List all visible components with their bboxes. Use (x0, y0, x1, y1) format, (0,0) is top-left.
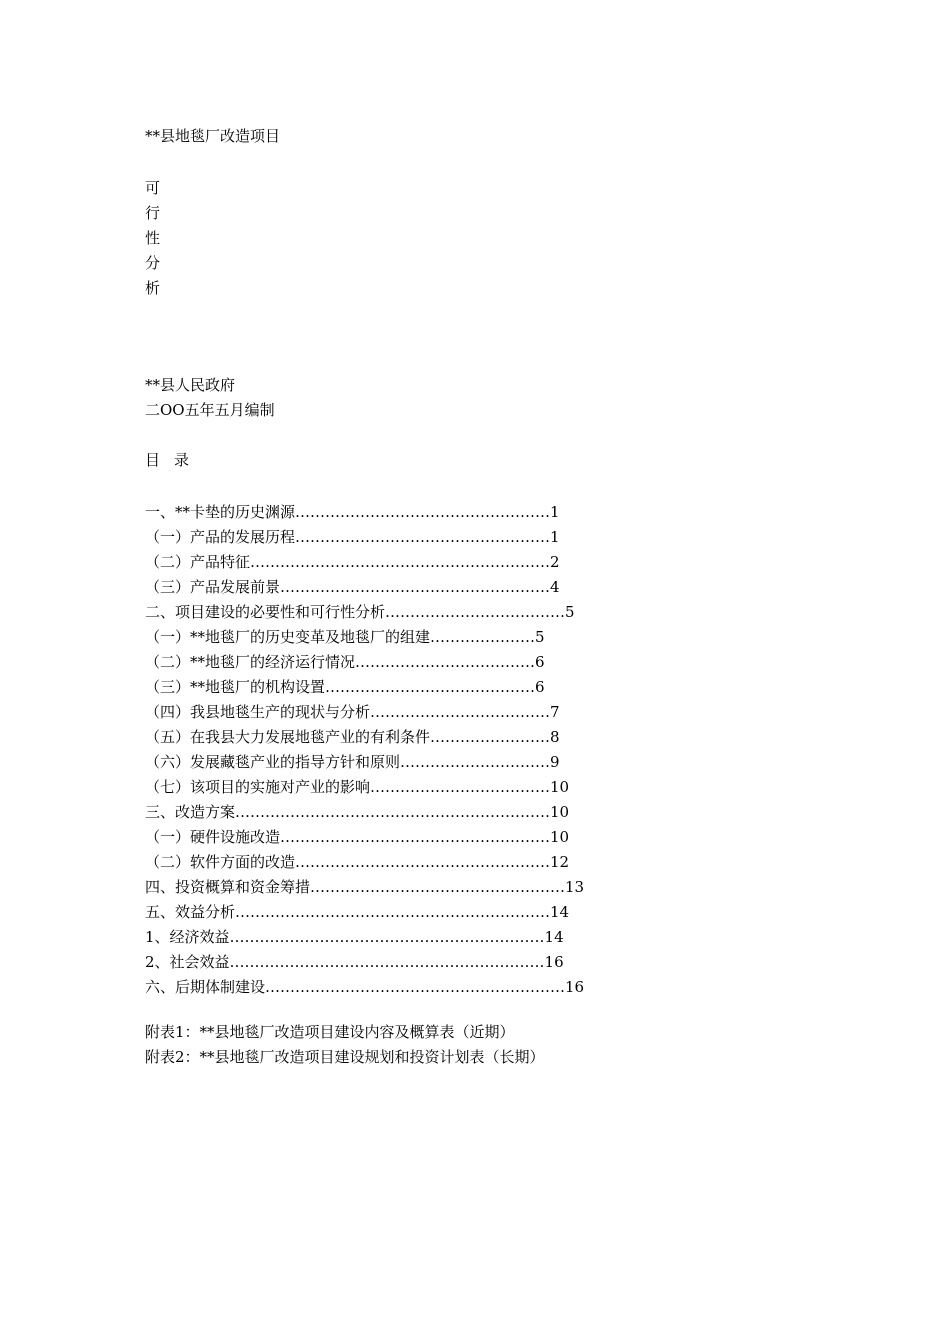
toc-entry: （五）在我县大力发展地毯产业的有利条件……………………8 (145, 728, 560, 746)
toc-entry: 一、**卡垫的历史渊源……………………………………………1 (145, 503, 560, 521)
toc-heading-part: 目 (145, 451, 161, 469)
toc-entry: 三、改造方案………………………………………………………10 (145, 803, 570, 821)
toc-entry: （二）产品特征……………………………………………………2 (145, 553, 560, 571)
toc-entry: （一）产品的发展历程……………………………………………1 (145, 528, 560, 546)
appendix-entry: 附表2：**县地毯厂改造项目建设规划和投资计划表（长期） (145, 1048, 545, 1066)
toc-entry: （二）软件方面的改造……………………………………………12 (145, 853, 570, 871)
appendix-list (145, 1020, 545, 1070)
document-title: **县地毯厂改造项目 (145, 127, 281, 145)
vertical-title-char: 行 (145, 204, 161, 222)
toc-entry: （三）**地毯厂的机构设置……………………………………6 (145, 678, 545, 696)
toc-entry: 五、效益分析………………………………………………………14 (145, 903, 570, 921)
toc-entry: （四）我县地毯生产的现状与分析………………………………7 (145, 703, 560, 721)
toc-entry: （六）发展藏毯产业的指导方针和原则…………………………9 (145, 753, 560, 771)
toc-entry: 四、投资概算和资金筹措……………………………………………13 (145, 878, 585, 896)
toc-entry: （一）**地毯厂的历史变革及地毯厂的组建…………………5 (145, 628, 545, 646)
toc-entry: 1、经济效益………………………………………………………14 (145, 928, 564, 946)
vertical-title-char: 析 (145, 279, 161, 297)
toc-entry: （三）产品发展前景………………………………………………4 (145, 578, 560, 596)
compile-date: 二OO五年五月编制 (145, 401, 275, 419)
table-of-contents (145, 500, 584, 1000)
toc-entry: （二）**地毯厂的经济运行情况………………………………6 (145, 653, 545, 671)
vertical-title (145, 176, 160, 301)
toc-entry: 2、社会效益………………………………………………………16 (145, 953, 564, 971)
appendix-entry: 附表1：**县地毯厂改造项目建设内容及概算表（近期） (145, 1023, 515, 1041)
toc-entry: （一）硬件设施改造………………………………………………10 (145, 828, 570, 846)
toc-entry: 六、后期体制建设……………………………………………………16 (145, 978, 585, 996)
vertical-title-char: 性 (145, 229, 161, 247)
vertical-title-char: 可 (145, 179, 161, 197)
toc-heading (145, 450, 189, 470)
toc-entry: （七）该项目的实施对产业的影响………………………………10 (145, 778, 570, 796)
toc-heading-part: 录 (174, 451, 190, 469)
toc-entry: 二、项目建设的必要性和可行性分析………………………………5 (145, 603, 575, 621)
issuing-organization: **县人民政府 (145, 376, 236, 394)
vertical-title-char: 分 (145, 254, 161, 272)
